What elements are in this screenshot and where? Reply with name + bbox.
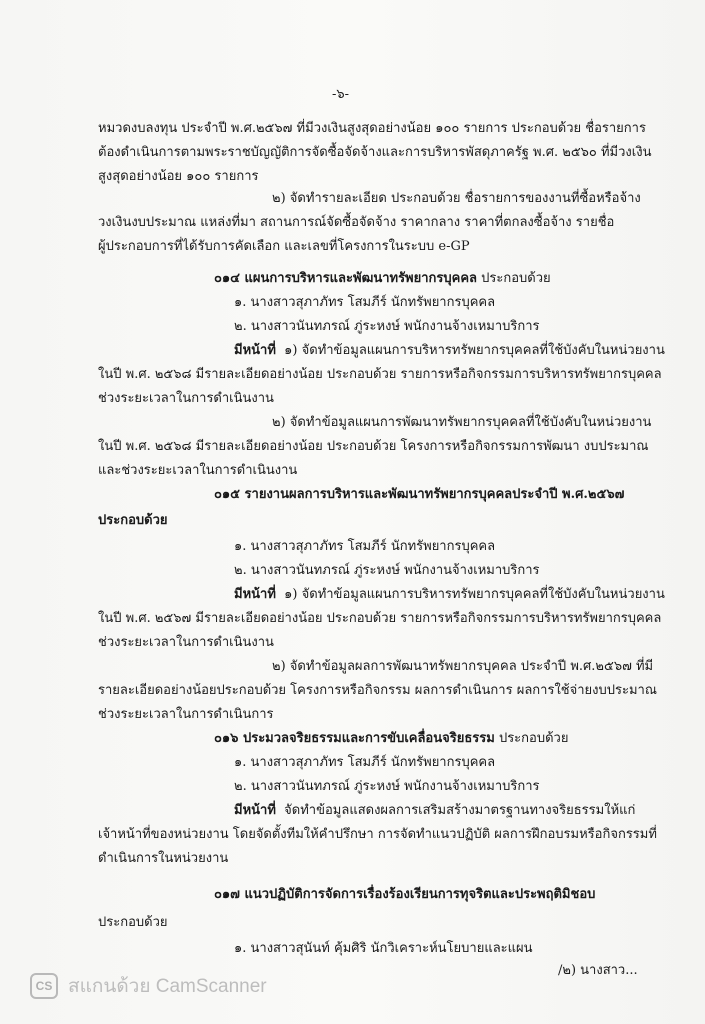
body-line: และช่วงระยะเวลาในการดำเนินงาน xyxy=(98,463,298,478)
body-line: ในปี พ.ศ. ๒๕๖๘ มีรายละเอียดอย่างน้อย ประกอบด้วย โครงการหรือกิจกรรมการพัฒนา งบประมาณ xyxy=(98,439,649,454)
body-line: ในปี พ.ศ. ๒๕๖๘ มีรายละเอียดอย่างน้อย ประกอบด้วย รายการหรือกิจกรรมการบริหารทรัพยากรบุคคล xyxy=(98,367,662,382)
section-title: ๐๑๔ แผนการบริหารและพัฒนาทรัพยากรบุคคล xyxy=(214,271,478,286)
body-line: ๒) จัดทำข้อมูลแผนการพัฒนาทรัพยากรบุคคลที่ใช้บังคับในหน่วยงาน xyxy=(272,415,652,430)
body-line: ประกอบด้วย xyxy=(98,915,168,930)
page-number: -๖- xyxy=(332,87,350,102)
body-line: ช่วงระยะเวลาในการดำเนินงาน xyxy=(98,391,274,406)
duty-label: มีหน้าที่ xyxy=(234,803,276,818)
body-line: หมวดงบลงทุน ประจำปี พ.ศ.๒๕๖๗ ที่มีวงเงินสูงสุดอย่างน้อย ๑๐๐ รายการ ประกอบด้วย ชื่อรายการ xyxy=(98,121,646,136)
member-line: ๒. นางสาวนันทภรณ์ ภู่ระหงษ์ พนักงานจ้างเหมาบริการ xyxy=(234,319,540,334)
member-line: ๑. นางสาวสุนันท์ คุ้มศิริ นักวิเคราะห์นโยบายและแผน xyxy=(234,941,533,956)
body-line: ๒) จัดทำข้อมูลผลการพัฒนาทรัพยากรบุคคล ประจำปี พ.ศ.๒๕๖๗ ที่มี xyxy=(272,659,654,674)
body-line: ดำเนินการในหน่วยงาน xyxy=(98,851,229,866)
body-line: วงเงินงบประมาณ แหล่งที่มา สถานการณ์จัดซื้อจัดจ้าง ราคากลาง ราคาที่ตกลงซื้อจ้าง รายชื่อ xyxy=(98,215,615,230)
continuation-marker: /๒) นางสาว... xyxy=(558,963,638,978)
member-line: ๑. นางสาวสุภาภัทร โสมภีร์ นักทรัพยากรบุคคล xyxy=(234,755,496,770)
member-line: ๑. นางสาวสุภาภัทร โสมภีร์ นักทรัพยากรบุคคล xyxy=(234,295,496,310)
section-suffix: ประกอบด้วย xyxy=(477,271,551,286)
body-line: ในปี พ.ศ. ๒๕๖๗ มีรายละเอียดอย่างน้อย ประกอบด้วย รายการหรือกิจกรรมการบริหารทรัพยากรบุคคล xyxy=(98,611,662,626)
body-line: ต้องดำเนินการตามพระราชบัญญัติการจัดซื้อจัดจ้างและการบริหารพัสดุภาครัฐ พ.ศ. ๒๕๖๐ ที่มีวงเงิน xyxy=(98,145,652,160)
section-title: ๐๑๖ ประมวลจริยธรรมและการขับเคลื่อนจริยธรรม xyxy=(214,731,495,746)
duty-text: จัดทำข้อมูลแสดงผลการเสริมสร้างมาตรฐานทางจริยธรรมให้แก่ xyxy=(284,803,636,818)
body-line: สูงสุดอย่างน้อย ๑๐๐ รายการ xyxy=(98,169,259,184)
member-line: ๒. นางสาวนันทภรณ์ ภู่ระหงษ์ พนักงานจ้างเหมาบริการ xyxy=(234,779,540,794)
section-heading-016 xyxy=(214,730,568,748)
body-line: ผู้ประกอบการที่ได้รับการคัดเลือก และเลขที่โครงการในระบบ e-GP xyxy=(98,239,470,254)
duty-text: ๑) จัดทำข้อมูลแผนการบริหารทรัพยากรบุคคลที่ใช้บังคับในหน่วยงาน xyxy=(284,587,665,602)
body-line: รายละเอียดอย่างน้อยประกอบด้วย โครงการหรือกิจกรรม ผลการดำเนินการ ผลการใช้จ่ายงบประมาณ xyxy=(98,683,657,698)
camscanner-watermark xyxy=(30,972,267,1000)
body-line: ๒) จัดทำรายละเอียด ประกอบด้วย ชื่อรายการของงานที่ซื้อหรือจ้าง xyxy=(272,191,641,206)
body-line: ช่วงระยะเวลาในการดำเนินการ xyxy=(98,707,274,722)
duty-line xyxy=(234,586,665,604)
body-line: ช่วงระยะเวลาในการดำเนินงาน xyxy=(98,635,274,650)
duty-line xyxy=(234,342,665,360)
section-suffix: ประกอบด้วย xyxy=(98,513,168,528)
section-heading-015: ๐๑๕ รายงานผลการบริหารและพัฒนาทรัพยากรบุคคลประจำปี พ.ศ.๒๕๖๗ xyxy=(214,487,625,502)
duty-text: ๑) จัดทำข้อมูลแผนการบริหารทรัพยากรบุคคลที่ใช้บังคับในหน่วยงาน xyxy=(284,343,665,358)
body-line: เจ้าหน้าที่ของหน่วยงาน โดยจัดตั้งทีมให้คำปรึกษา การจัดทำแนวปฏิบัติ ผลการฝึกอบรมหรือกิจกรรมที่ xyxy=(98,827,657,842)
camscanner-logo-icon: CS xyxy=(30,973,58,999)
duty-label: มีหน้าที่ xyxy=(234,587,276,602)
section-suffix: ประกอบด้วย xyxy=(494,731,569,746)
section-heading-014 xyxy=(214,270,551,288)
duty-line xyxy=(234,802,635,820)
member-line: ๑. นางสาวสุภาภัทร โสมภีร์ นักทรัพยากรบุคคล xyxy=(234,539,496,554)
member-line: ๒. นางสาวนันทภรณ์ ภู่ระหงษ์ พนักงานจ้างเหมาบริการ xyxy=(234,563,540,578)
watermark-text: สแกนด้วย CamScanner xyxy=(68,976,267,997)
section-heading-017: ๐๑๗ แนวปฏิบัติการจัดการเรื่องร้องเรียนการทุจริตและประพฤติมิชอบ xyxy=(214,887,596,902)
duty-label: มีหน้าที่ xyxy=(234,343,276,358)
